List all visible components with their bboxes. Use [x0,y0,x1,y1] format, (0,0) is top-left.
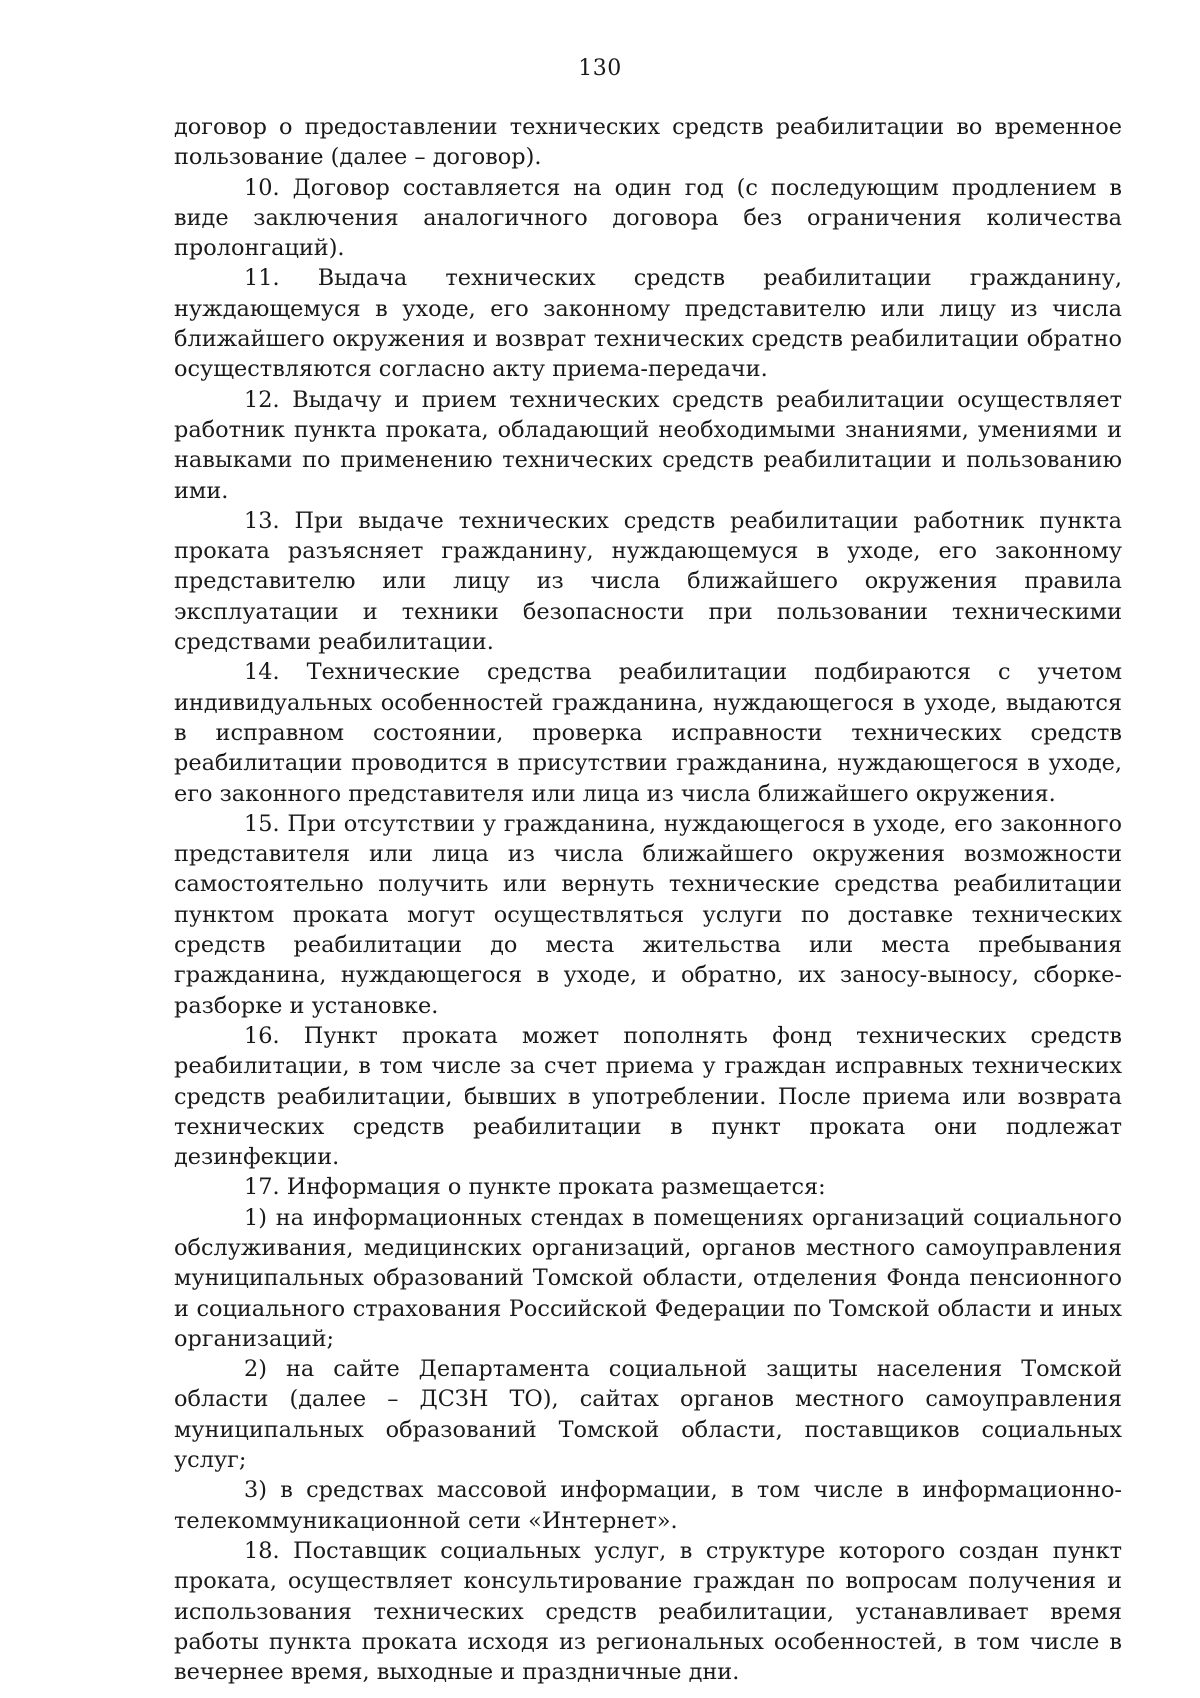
paragraph-item-13: 13. При выдаче технических средств реабилитации работник пункта проката разъясняет гражданину, нуждающемуся в уходе, его законному представителю или лицу из числа ближайшего окружения правила эксплуатации и техники безопасности при пользовании техническими средствами реабилитации. [174,507,1122,656]
page-number: 130 [578,56,622,81]
paragraph-subitem-3: 3) в средствах массовой информации, в том числе в информационно-телекоммуникационной сети «Интернет». [174,1477,1122,1534]
paragraph-item-17: 17. Информация о пункте проката размещается: [244,1174,826,1201]
paragraph-item-12: 12. Выдачу и прием технических средств реабилитации осуществляет работник пункта проката, обладающий необходимыми знаниями, умениями и навыками по применению технических средств реабилитации и пользованию ими. [174,386,1122,504]
paragraph-subitem-2: 2) на сайте Департамента социальной защиты населения Томской области (далее – ДСЗН ТО), сайтах органов местного самоуправления муниципальных образований Томской области, поставщиков социальных услуг; [174,1356,1122,1474]
paragraph-item-15: 15. При отсутствии у гражданина, нуждающегося в уходе, его законного представителя или лица из числа ближайшего окружения возможности самостоятельно получить или вернуть технические средства реабилитации пунктом проката могут осуществляться услуги по доставке технических средств реабилитации до места жительства или места пребывания гражданина, нуждающегося в уходе, и обратно, их заносу-выносу, сборке-разборке и установке. [174,810,1122,1019]
paragraph-item-14: 14. Технические средства реабилитации подбираются с учетом индивидуальных особенностей гражданина, нуждающегося в уходе, выдаются в исправном состоянии, проверка исправности технических средств реабилитации проводится в присутствии гражданина, нуждающегося в уходе, его законного представителя или лица из числа ближайшего окружения. [174,659,1122,807]
paragraph-continuation: договор о предоставлении технических средств реабилитации во временное пользование (далее – договор). [174,114,1122,171]
paragraph-item-10: 10. Договор составляется на один год (с последующим продлением в виде заключения аналогичного договора без ограничения количества пролонгаций). [174,174,1122,262]
paragraph-item-11: 11. Выдача технических средств реабилитации гражданину, нуждающемуся в уходе, его законному представителю или лицу из числа ближайшего окружения и возврат технических средств реабилитации обратно осуществляются согласно акту приема-передачи. [174,265,1122,383]
paragraph-item-18: 18. Поставщик социальных услуг, в структуре которого создан пункт проката, осуществляет консультирование граждан по вопросам получения и использования технических средств реабилитации, устанавливает время работы пункта проката исходя из региональных особенностей, в том числе в вечернее время, выходные и праздничные дни. [174,1537,1122,1686]
paragraph-subitem-1: 1) на информационных стендах в помещениях организаций социального обслуживания, медицинских организаций, органов местного самоуправления муниципальных образований Томской области, отделения Фонда пенсионного и социального страхования Российской Федерации по Томской области и иных организаций; [174,1204,1122,1352]
document-body [174,112,1122,1687]
paragraph-item-16: 16. Пункт проката может пополнять фонд технических средств реабилитации, в том числе за счет приема у граждан исправных технических средств реабилитации, бывших в употреблении. После приема или возврата технических средств реабилитации в пункт проката они подлежат дезинфекции. [174,1022,1122,1171]
